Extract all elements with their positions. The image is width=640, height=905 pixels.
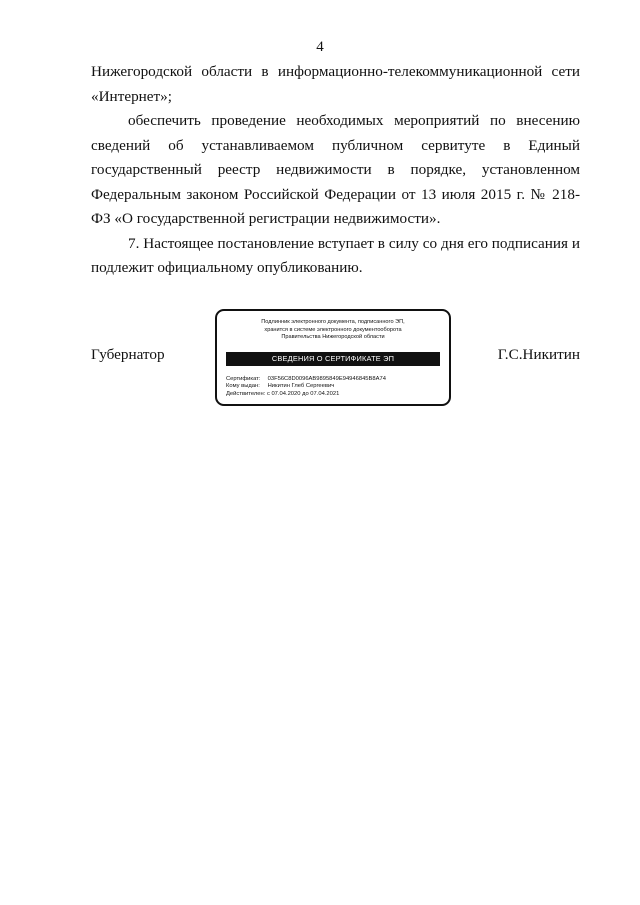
signatory-position: Губернатор xyxy=(91,346,165,363)
stamp-issued-to-value: Никитин Глеб Сергеевич xyxy=(267,383,335,390)
paragraph-internet-publication: Нижегородской области в информационно-телекоммуникационной сети «Интернет»; xyxy=(91,63,580,105)
stamp-issued-to-label: Кому выдан: xyxy=(226,383,260,390)
stamp-validity-label: Действителен: xyxy=(226,390,266,397)
page-number: 4 xyxy=(316,39,324,55)
stamp-header-line: Подлинник электронного документа, подписанного ЭП, xyxy=(261,319,405,325)
paragraph-registry-entry: обеспечить проведение необходимых мероприятий по внесению сведений об устанавливаемом публичном сервитуте в Единый государственный реестр недвижимости в порядке, установленном Федеральным законом Российской Федерации от 13 июля 2015 г. № 218-ФЗ «О государственной регистрации недвижимости». xyxy=(91,112,580,227)
stamp-header-line: Правительства Нижегородской области xyxy=(281,334,385,341)
stamp-header xyxy=(221,319,445,342)
signature-block xyxy=(0,300,640,415)
stamp-validity-value: с 07.04.2020 до 07.04.2021 xyxy=(266,390,340,397)
document-body xyxy=(91,60,580,281)
paragraph-effective-date: 7. Настоящее постановление вступает в силу со дня его подписания и подлежит официальному опубликованию. xyxy=(91,234,580,276)
stamp-certificate-details xyxy=(226,376,443,398)
electronic-signature-stamp xyxy=(215,309,451,406)
stamp-header-line: хранится в системе электронного документооборота xyxy=(264,326,402,333)
stamp-issued-to-row xyxy=(226,383,443,390)
stamp-certificate-banner: СВЕДЕНИЯ О СЕРТИФИКАТЕ ЭП xyxy=(226,352,440,366)
stamp-certificate-value: 03F56C8D0096AB9895849E94946845B8A74 xyxy=(267,376,386,382)
stamp-validity-row xyxy=(226,391,443,398)
stamp-certificate-label: Сертификат: xyxy=(226,376,261,382)
signatory-name: Г.С.Никитин xyxy=(497,346,580,363)
stamp-certificate-row xyxy=(226,376,443,383)
